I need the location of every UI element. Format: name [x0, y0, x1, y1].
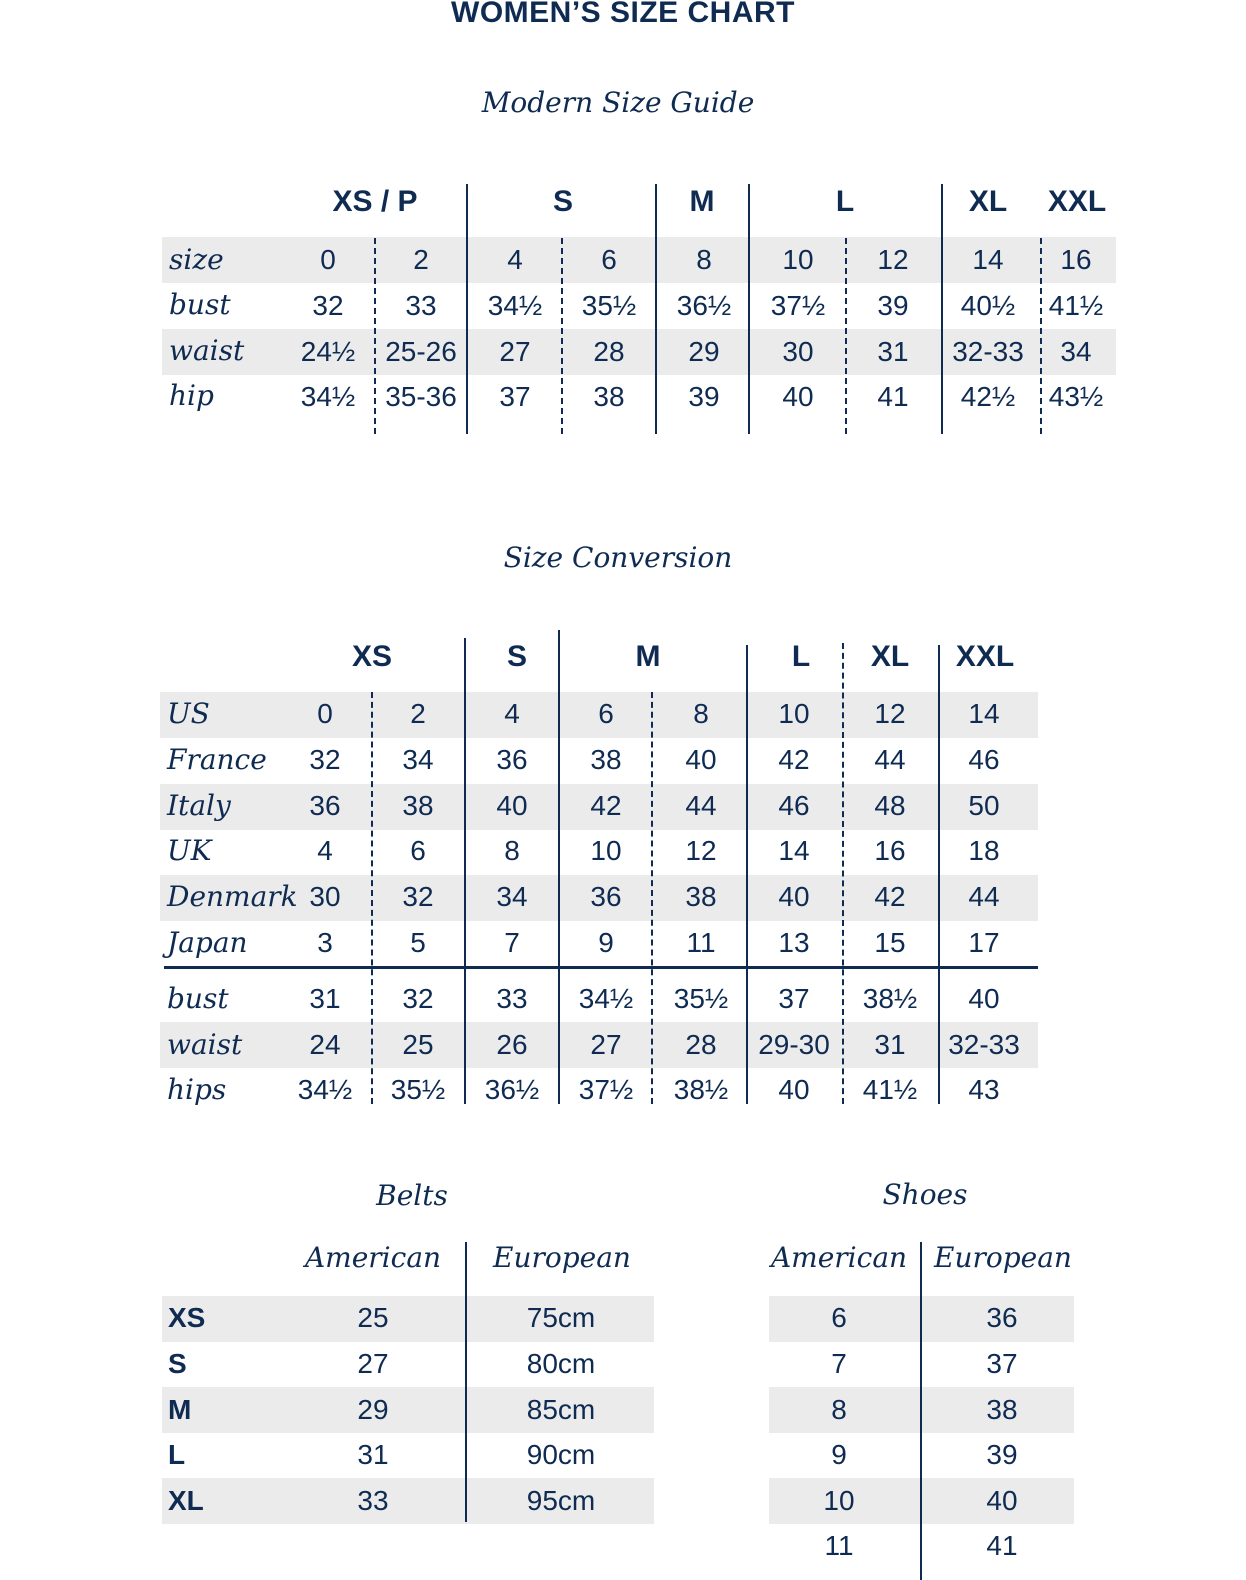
row-label-us: US — [167, 697, 210, 730]
row-label-france: France — [167, 743, 267, 776]
group-header-xxl: XXL — [955, 640, 1015, 673]
conversion-cell: 5 — [410, 927, 426, 958]
conversion-cell: 34½ — [297, 1074, 353, 1105]
modern-size-cell: 32-33 — [952, 336, 1024, 367]
belt-american-cell: 29 — [357, 1394, 389, 1425]
belt-european-cell: 80cm — [526, 1348, 596, 1379]
conversion-cell: 25 — [402, 1029, 434, 1060]
modern-size-cell: 27 — [499, 336, 531, 367]
belt-size-label: XS — [168, 1302, 206, 1333]
conversion-cell: 2 — [410, 698, 426, 729]
modern-size-cell: 42½ — [960, 381, 1016, 412]
group-header-s: S — [552, 185, 573, 218]
conversion-cell: 42 — [590, 790, 622, 821]
group-header-xs: XS — [351, 640, 393, 673]
conversion-cell: 48 — [874, 790, 906, 821]
conversion-cell: 46 — [778, 790, 810, 821]
conversion-cell: 14 — [968, 698, 1000, 729]
column-divider — [938, 645, 940, 1104]
column-divider — [465, 1242, 467, 1522]
column-divider — [371, 692, 373, 1104]
shoe-european-cell: 40 — [986, 1485, 1018, 1516]
conversion-cell: 8 — [504, 835, 520, 866]
conversion-cell: 40 — [685, 744, 717, 775]
column-divider — [748, 184, 750, 434]
conversion-cell: 4 — [317, 835, 333, 866]
shoes-col-american: American — [770, 1241, 908, 1274]
row-label-uk: UK — [167, 834, 212, 867]
conversion-cell: 34 — [402, 744, 434, 775]
conversion-cell: 44 — [685, 790, 717, 821]
conversion-cell: 32 — [402, 881, 434, 912]
belt-european-cell: 85cm — [526, 1394, 596, 1425]
column-divider — [941, 184, 943, 434]
shoe-american-cell: 9 — [831, 1439, 847, 1470]
column-divider — [655, 184, 657, 434]
modern-size-cell: 40 — [782, 381, 814, 412]
belt-european-cell: 95cm — [526, 1485, 596, 1516]
page-title: WOMEN’S SIZE CHART — [451, 0, 795, 29]
modern-size-cell: 29 — [688, 336, 720, 367]
row-label-bust: bust — [167, 982, 229, 1015]
conversion-cell: 15 — [874, 927, 906, 958]
conversion-cell: 38 — [685, 881, 717, 912]
column-divider — [842, 643, 844, 1104]
conversion-cell: 34½ — [578, 983, 634, 1014]
modern-size-cell: 37 — [499, 381, 531, 412]
conversion-cell: 44 — [874, 744, 906, 775]
modern-size-cell: 33 — [405, 290, 437, 321]
belt-size-label: M — [168, 1394, 192, 1425]
column-divider — [651, 692, 653, 1104]
conversion-cell: 36½ — [484, 1074, 540, 1105]
conversion-cell: 10 — [778, 698, 810, 729]
conversion-cell: 44 — [968, 881, 1000, 912]
belts-col-american: American — [304, 1241, 442, 1274]
modern-size-cell: 2 — [413, 244, 429, 275]
conversion-cell: 36 — [309, 790, 341, 821]
conversion-cell: 12 — [874, 698, 906, 729]
conversion-cell: 7 — [504, 927, 520, 958]
conversion-cell: 32 — [402, 983, 434, 1014]
conversion-cell: 14 — [778, 835, 810, 866]
conversion-cell: 29-30 — [758, 1029, 830, 1060]
modern-size-cell: 38 — [593, 381, 625, 412]
column-divider — [464, 638, 466, 1104]
belt-american-cell: 25 — [357, 1302, 389, 1333]
conversion-cell: 16 — [874, 835, 906, 866]
modern-size-cell: 43½ — [1048, 381, 1104, 412]
column-divider — [561, 238, 563, 434]
shoe-american-cell: 8 — [831, 1394, 847, 1425]
conversion-cell: 40 — [778, 881, 810, 912]
conversion-cell: 36 — [590, 881, 622, 912]
column-divider — [558, 630, 560, 1104]
conversion-cell: 6 — [410, 835, 426, 866]
modern-size-cell: 16 — [1060, 244, 1092, 275]
row-label-bust: bust — [169, 288, 231, 321]
conversion-cell: 24 — [309, 1029, 341, 1060]
row-label-hip: hip — [169, 379, 214, 412]
group-header-l: L — [791, 640, 811, 673]
belt-size-label: XL — [168, 1485, 204, 1516]
section-divider — [164, 966, 1038, 969]
belt-size-label: S — [168, 1348, 187, 1379]
modern-size-cell: 24½ — [300, 336, 356, 367]
modern-size-cell: 39 — [688, 381, 720, 412]
conversion-cell: 38 — [590, 744, 622, 775]
shoe-american-cell: 7 — [831, 1348, 847, 1379]
shoe-american-cell: 6 — [831, 1302, 847, 1333]
conversion-cell: 35½ — [390, 1074, 446, 1105]
shoe-european-cell: 41 — [986, 1530, 1018, 1561]
belt-size-label: L — [168, 1439, 186, 1470]
conversion-cell: 40 — [968, 983, 1000, 1014]
modern-size-cell: 41 — [877, 381, 909, 412]
conversion-cell: 13 — [778, 927, 810, 958]
conversion-cell: 50 — [968, 790, 1000, 821]
conversion-cell: 34 — [496, 881, 528, 912]
conversion-cell: 32 — [309, 744, 341, 775]
belt-american-cell: 33 — [357, 1485, 389, 1516]
row-label-italy: Italy — [167, 789, 231, 822]
row-label-japan: Japan — [167, 926, 248, 959]
belts-col-european: European — [493, 1241, 631, 1274]
conversion-cell: 31 — [874, 1029, 906, 1060]
group-header-s: S — [506, 640, 527, 673]
conversion-cell: 28 — [685, 1029, 717, 1060]
modern-size-cell: 12 — [877, 244, 909, 275]
conversion-cell: 0 — [317, 698, 333, 729]
group-header-xl: XL — [870, 640, 910, 673]
conversion-cell: 38 — [402, 790, 434, 821]
shoes-col-european: European — [934, 1241, 1072, 1274]
conversion-cell: 30 — [309, 881, 341, 912]
modern-size-cell: 35½ — [581, 290, 637, 321]
conversion-cell: 4 — [504, 698, 520, 729]
conversion-cell: 10 — [590, 835, 622, 866]
column-divider — [1040, 238, 1042, 434]
shoe-european-cell: 39 — [986, 1439, 1018, 1470]
modern-size-cell: 30 — [782, 336, 814, 367]
modern-size-cell: 34½ — [300, 381, 356, 412]
modern-size-cell: 31 — [877, 336, 909, 367]
conversion-cell: 6 — [598, 698, 614, 729]
shoe-european-cell: 37 — [986, 1348, 1018, 1379]
modern-size-cell: 40½ — [960, 290, 1016, 321]
conversion-cell: 35½ — [673, 983, 729, 1014]
modern-size-cell: 0 — [320, 244, 336, 275]
column-divider — [466, 184, 468, 434]
belt-american-cell: 27 — [357, 1348, 389, 1379]
belt-european-cell: 75cm — [526, 1302, 596, 1333]
conversion-cell: 9 — [598, 927, 614, 958]
modern-size-cell: 35-36 — [385, 381, 457, 412]
group-header-xs-p: XS / P — [332, 185, 418, 218]
column-divider — [845, 238, 847, 434]
modern-size-guide-title: Modern Size Guide — [481, 86, 755, 119]
belts-title: Belts — [376, 1179, 448, 1212]
modern-size-cell: 34 — [1060, 336, 1092, 367]
row-label-size: size — [169, 243, 224, 276]
column-divider — [920, 1242, 922, 1580]
modern-size-cell: 10 — [782, 244, 814, 275]
conversion-cell: 36 — [496, 744, 528, 775]
conversion-cell: 17 — [968, 927, 1000, 958]
size-conversion-title: Size Conversion — [503, 541, 733, 574]
conversion-cell: 33 — [496, 983, 528, 1014]
group-header-l: L — [835, 185, 855, 218]
conversion-cell: 27 — [590, 1029, 622, 1060]
modern-size-cell: 41½ — [1048, 290, 1104, 321]
column-divider — [746, 645, 748, 1104]
modern-size-cell: 34½ — [487, 290, 543, 321]
conversion-cell: 37½ — [578, 1074, 634, 1105]
group-header-xxl: XXL — [1047, 185, 1107, 218]
conversion-cell: 8 — [693, 698, 709, 729]
conversion-cell: 31 — [309, 983, 341, 1014]
row-label-waist: waist — [167, 1028, 243, 1061]
row-label-waist: waist — [169, 334, 245, 367]
row-label-hips: hips — [167, 1073, 227, 1106]
conversion-cell: 11 — [686, 927, 716, 958]
column-divider — [374, 238, 376, 434]
conversion-cell: 38½ — [673, 1074, 729, 1105]
conversion-cell: 26 — [496, 1029, 528, 1060]
modern-size-cell: 4 — [507, 244, 523, 275]
belt-european-cell: 90cm — [526, 1439, 596, 1470]
conversion-cell: 18 — [968, 835, 1000, 866]
shoe-american-cell: 10 — [823, 1485, 855, 1516]
conversion-cell: 3 — [317, 927, 333, 958]
modern-size-cell: 28 — [593, 336, 625, 367]
conversion-cell: 32-33 — [948, 1029, 1020, 1060]
shoe-european-cell: 38 — [986, 1394, 1018, 1425]
conversion-cell: 12 — [685, 835, 717, 866]
modern-size-cell: 36½ — [676, 290, 732, 321]
modern-size-cell: 32 — [312, 290, 344, 321]
conversion-cell: 42 — [874, 881, 906, 912]
shoe-european-cell: 36 — [986, 1302, 1018, 1333]
conversion-cell: 40 — [496, 790, 528, 821]
shoes-title: Shoes — [882, 1178, 968, 1211]
group-header-m: M — [689, 185, 715, 218]
modern-size-cell: 14 — [972, 244, 1004, 275]
conversion-cell: 42 — [778, 744, 810, 775]
conversion-cell: 41½ — [862, 1074, 918, 1105]
modern-size-cell: 37½ — [770, 290, 826, 321]
conversion-cell: 37 — [778, 983, 810, 1014]
group-header-xl: XL — [968, 185, 1008, 218]
modern-size-cell: 6 — [601, 244, 617, 275]
modern-size-cell: 39 — [877, 290, 909, 321]
conversion-cell: 46 — [968, 744, 1000, 775]
modern-size-cell: 25-26 — [385, 336, 457, 367]
belt-american-cell: 31 — [357, 1439, 389, 1470]
group-header-m: M — [635, 640, 661, 673]
conversion-cell: 38½ — [862, 983, 918, 1014]
conversion-cell: 40 — [778, 1074, 810, 1105]
modern-size-cell: 8 — [696, 244, 712, 275]
shoe-american-cell: 11 — [824, 1530, 854, 1561]
conversion-cell: 43 — [968, 1074, 1000, 1105]
row-label-denmark: Denmark — [167, 880, 298, 913]
